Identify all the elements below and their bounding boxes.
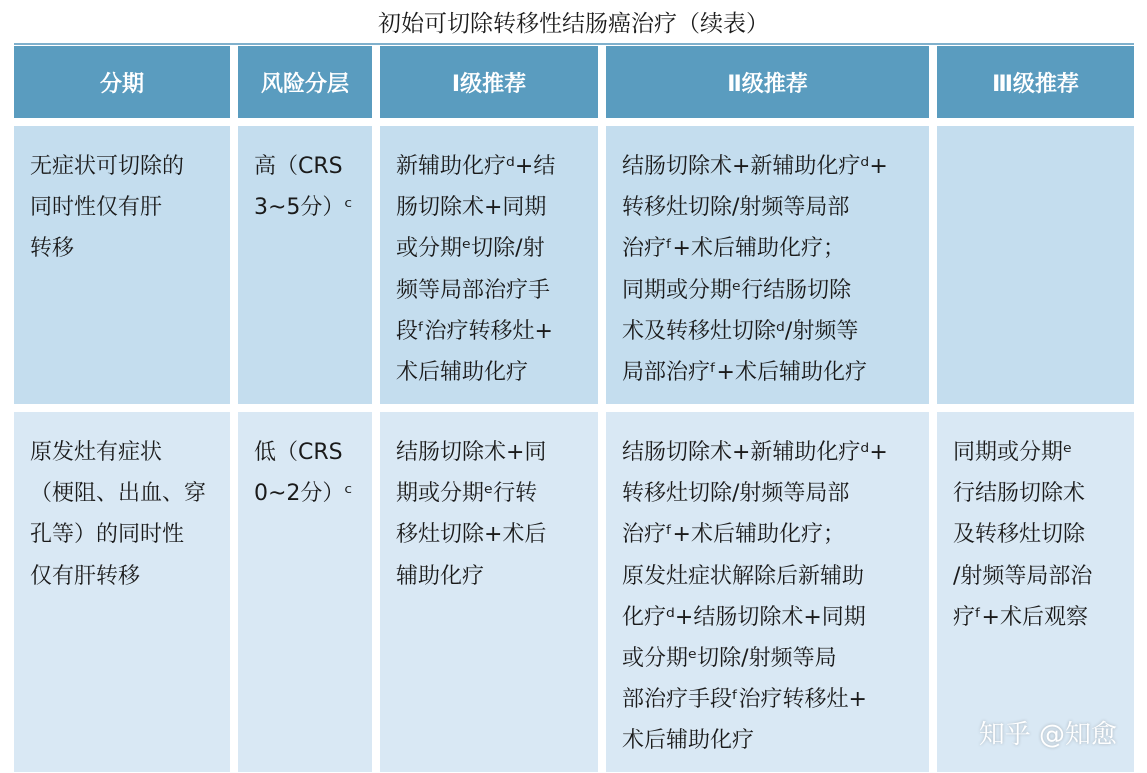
cell-level-3 — [937, 126, 1134, 404]
cell-stage: 原发灶有症状 （梗阻、出血、穿 孔等）的同时性 仅有肝转移 — [14, 412, 238, 772]
cell-level-3: 同期或分期ᵉ 行结肠切除术 及转移灶切除 /射频等局部治 疗ᶠ+术后观察 — [937, 412, 1134, 772]
header-level-3: Ⅲ级推荐 — [937, 46, 1134, 118]
table-title: 初始可切除转移性结肠癌治疗（续表） — [378, 11, 769, 37]
header-level-1: Ⅰ级推荐 — [380, 46, 606, 118]
watermark: 知乎 @知愈 — [978, 720, 1117, 750]
treatment-table — [14, 46, 1134, 772]
table-row — [14, 412, 1134, 772]
cell-level-2: 结肠切除术+新辅助化疗ᵈ+ 转移灶切除/射频等局部 治疗ᶠ+术后辅助化疗； 同期或分期ᵉ行结肠切除 术及转移灶切除ᵈ/射频等 局部治疗ᶠ+术后辅助化疗 — [606, 126, 937, 404]
header-stage: 分期 — [14, 46, 238, 118]
cell-risk: 高（CRS 3~5分）ᶜ — [238, 126, 380, 404]
title-rule — [14, 43, 1134, 45]
header-row — [14, 46, 1134, 118]
table-row — [14, 126, 1134, 404]
cell-level-1: 结肠切除术+同 期或分期ᵉ行转 移灶切除+术后 辅助化疗 — [380, 412, 606, 772]
cell-level-1: 新辅助化疗ᵈ+结 肠切除术+同期 或分期ᵉ切除/射 频等局部治疗手 段ᶠ治疗转移灶+ 术后辅助化疗 — [380, 126, 606, 404]
cell-level-2: 结肠切除术+新辅助化疗ᵈ+ 转移灶切除/射频等局部 治疗ᶠ+术后辅助化疗； 原发灶症状解除后新辅助 化疗ᵈ+结肠切除术+同期 或分期ᵉ切除/射频等局 部治疗手段ᶠ治疗转移灶+ 术后辅助化疗 — [606, 412, 937, 772]
header-risk: 风险分层 — [238, 46, 380, 118]
cell-risk: 低（CRS 0~2分）ᶜ — [238, 412, 380, 772]
cell-stage: 无症状可切除的 同时性仅有肝 转移 — [14, 126, 238, 404]
header-level-2: Ⅱ级推荐 — [606, 46, 937, 118]
